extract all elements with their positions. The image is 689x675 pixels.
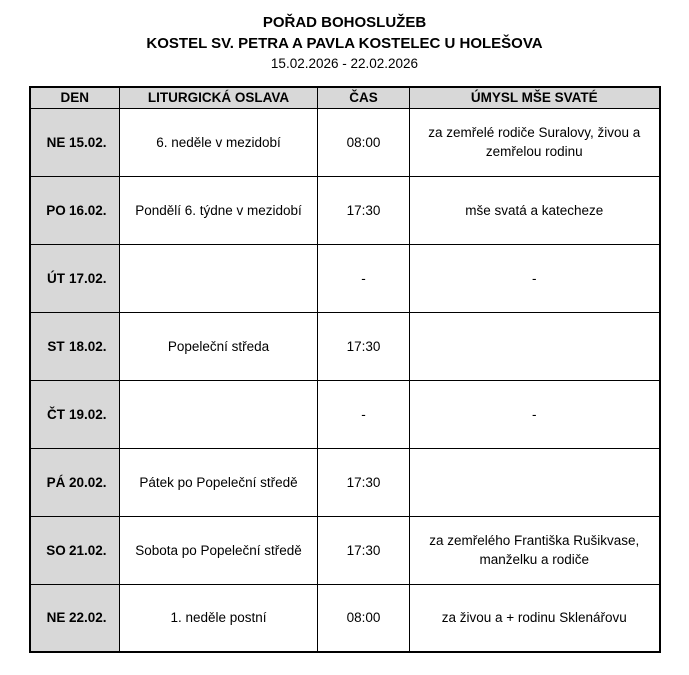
intention-cell: mše svatá a katecheze (410, 176, 660, 244)
day-date: 19.02. (68, 406, 107, 422)
day-date: 15.02. (68, 134, 107, 150)
day-cell (30, 108, 120, 176)
time-cell: 17:30 (318, 448, 410, 516)
day-abbr: SO (46, 542, 66, 558)
celebration-cell: 1. neděle postní (120, 584, 318, 652)
intention-cell (410, 448, 660, 516)
day-abbr: PÁ (46, 474, 66, 490)
time-cell: 17:30 (318, 312, 410, 380)
day-cell (30, 312, 120, 380)
column-header-liturgicka-oslava: LITURGICKÁ OSLAVA (120, 87, 318, 108)
day-date: 18.02. (68, 338, 107, 354)
church-name: KOSTEL SV. PETRA A PAVLA KOSTELEC U HOLEŠOVA (146, 35, 543, 52)
page-title: POŘAD BOHOSLUŽEB (262, 14, 427, 31)
day-cell (30, 516, 120, 584)
day-abbr: ST (47, 338, 65, 354)
celebration-cell: Sobota po Popeleční středě (120, 516, 318, 584)
day-abbr: NE (46, 610, 66, 626)
intention-cell: - (410, 244, 660, 312)
celebration-cell (120, 380, 318, 448)
intention-cell: za zemřelého Františka Rušikvase, manželku a rodiče (410, 516, 660, 584)
table-row (30, 516, 660, 584)
day-cell (30, 244, 120, 312)
column-header-cas: ČAS (318, 87, 410, 108)
table-row (30, 108, 660, 176)
day-abbr: ČT (46, 406, 65, 422)
intention-cell: - (410, 380, 660, 448)
time-cell: 17:30 (318, 516, 410, 584)
table-row (30, 176, 660, 244)
day-abbr: PO (46, 202, 66, 218)
table-row (30, 584, 660, 652)
table-row (30, 312, 660, 380)
day-date: 16.02. (68, 202, 107, 218)
day-cell (30, 380, 120, 448)
day-cell (30, 176, 120, 244)
column-header-umysl: ÚMYSL MŠE SVATÉ (410, 87, 660, 108)
celebration-cell: Pondělí 6. týdne v mezidobí (120, 176, 318, 244)
schedule-table (29, 86, 661, 653)
table-row (30, 244, 660, 312)
table-row (30, 380, 660, 448)
day-date: 20.02. (68, 474, 107, 490)
time-cell: 17:30 (318, 176, 410, 244)
time-cell: 08:00 (318, 584, 410, 652)
day-date: 21.02. (68, 542, 107, 558)
column-header-den: DEN (30, 87, 120, 108)
intention-cell: za živou a + rodinu Sklenářovu (410, 584, 660, 652)
day-date: 22.02. (68, 610, 107, 626)
celebration-cell: Popeleční středa (120, 312, 318, 380)
day-date: 17.02. (68, 270, 107, 286)
intention-cell (410, 312, 660, 380)
celebration-cell (120, 244, 318, 312)
date-range: 15.02.2026 - 22.02.2026 (270, 56, 419, 71)
day-abbr: NE (46, 134, 66, 150)
table-header-row (30, 87, 660, 108)
time-cell: - (318, 380, 410, 448)
day-cell (30, 448, 120, 516)
intention-cell: za zemřelé rodiče Suralovy, živou a zemřelou rodinu (410, 108, 660, 176)
time-cell: - (318, 244, 410, 312)
table-row (30, 448, 660, 516)
celebration-cell: Pátek po Popeleční středě (120, 448, 318, 516)
document-header (0, 12, 689, 74)
day-cell (30, 584, 120, 652)
day-abbr: ÚT (46, 270, 65, 286)
time-cell: 08:00 (318, 108, 410, 176)
celebration-cell: 6. neděle v mezidobí (120, 108, 318, 176)
